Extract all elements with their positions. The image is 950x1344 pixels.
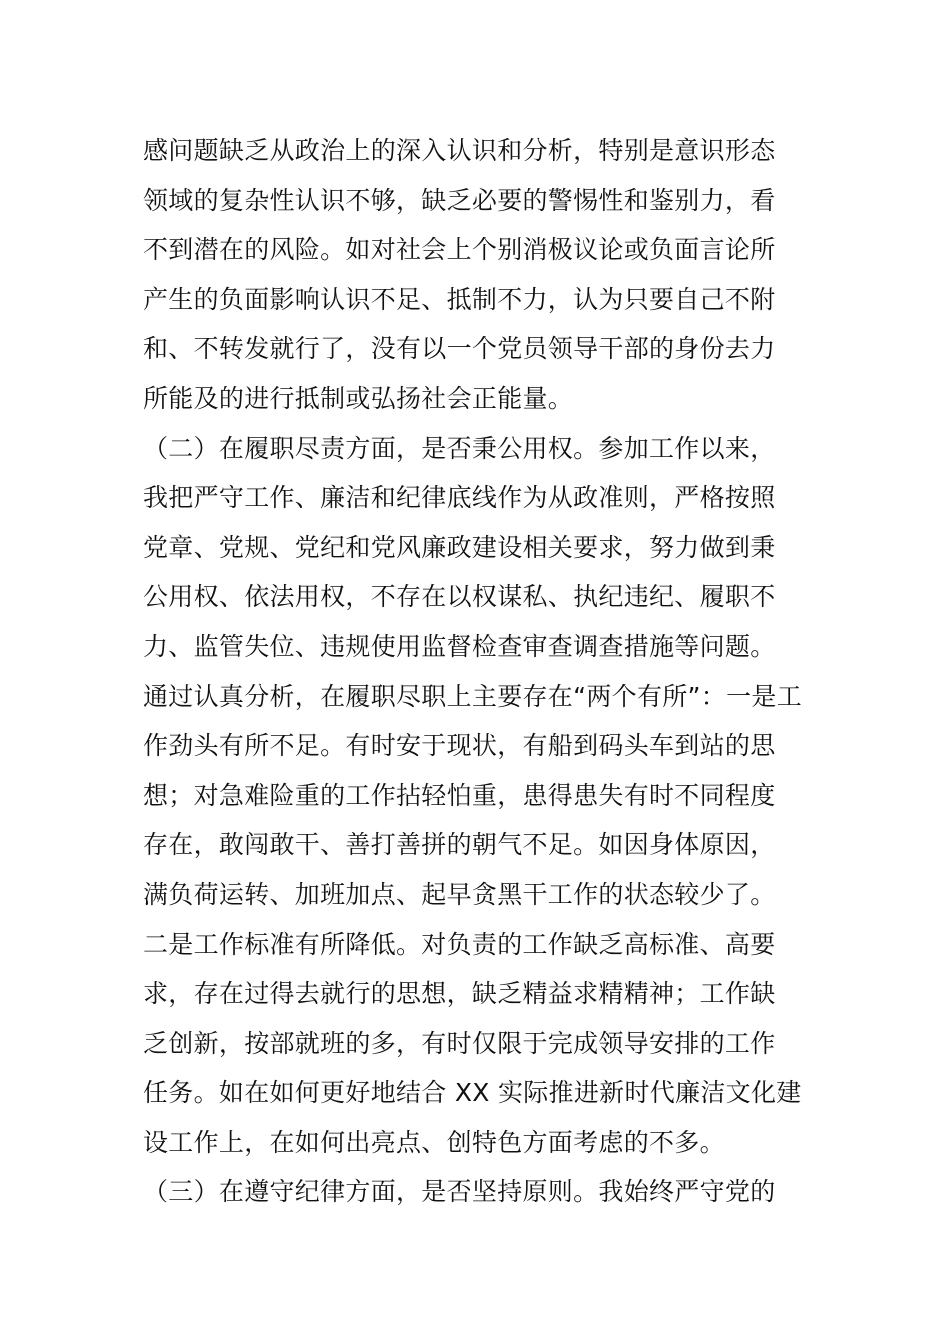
text-line: 任务。如在如何更好地结合 XX 实际推进新时代廉洁文化建 <box>143 1078 802 1108</box>
text-line: 作劲头有所不足。有时安于现状，有船到码头车到站的思 <box>143 731 776 761</box>
text-line: 乏创新，按部就班的多，有时仅限于完成领导安排的工作 <box>143 1028 776 1058</box>
text-line: 存在，敢闯敢干、善打善拼的朝气不足。如因身体原因， <box>143 830 776 860</box>
text-line: 感问题缺乏从政治上的深入认识和分析，特别是意识形态 <box>143 136 776 165</box>
text-line: 公用权、依法用权，不存在以权谋私、执纪违纪、履职不 <box>143 582 776 612</box>
text-line: 通过认真分析，在履职尽职上主要存在“两个有所”：一是工 <box>143 681 803 711</box>
text-line: 和、不转发就行了，没有以一个党员领导干部的身份去力 <box>143 334 776 364</box>
text-line: 求，存在过得去就行的思想，缺乏精益求精精神；工作缺 <box>143 979 776 1009</box>
text-line: 我把严守工作、廉洁和纪律底线作为从政准则，严格按照 <box>143 483 776 513</box>
text-line: 力、监管失位、违规使用监督检查审查调查措施等问题。 <box>143 631 776 661</box>
text-line: 设工作上，在如何出亮点、创特色方面考虑的不多。 <box>143 1127 725 1157</box>
text-line: 所能及的进行抵制或弘扬社会正能量。 <box>143 383 574 413</box>
text-line: 满负荷运转、加班加点、起早贪黑干工作的状态较少了。 <box>143 879 776 909</box>
text-line: 党章、党规、党纪和党风廉政建设相关要求，努力做到秉 <box>143 532 776 562</box>
text-line: 产生的负面影响认识不足、抵制不力，认为只要自己不附 <box>143 284 776 314</box>
section-heading-line: （二）在履职尽责方面，是否秉公用权。参加工作以来， <box>143 433 776 463</box>
section-heading-line: （三）在遵守纪律方面，是否坚持原则。我始终严守党的 <box>143 1177 776 1207</box>
text-line: 想；对急难险重的工作拈轻怕重，患得患失有时不同程度 <box>143 780 776 810</box>
body-text <box>143 126 813 1217</box>
text-line: 领域的复杂性认识不够，缺乏必要的警惕性和鉴别力，看 <box>143 185 776 215</box>
text-line: 不到潜在的风险。如对社会上个别消极议论或负面言论所 <box>143 235 776 265</box>
text-line: 二是工作标准有所降低。对负责的工作缺乏高标准、高要 <box>143 929 776 959</box>
